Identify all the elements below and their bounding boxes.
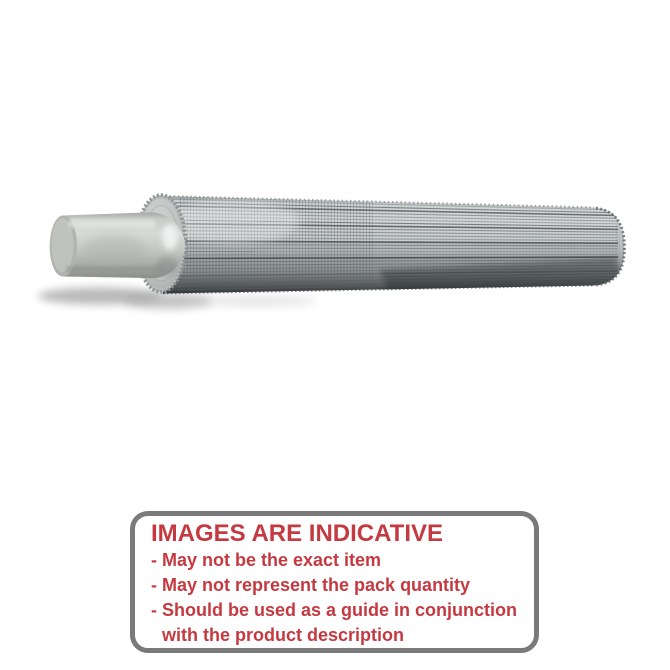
toothed-bar-body: [160, 190, 628, 300]
pilot-shaft: [49, 212, 185, 278]
disclaimer-box: [130, 511, 539, 653]
disclaimer-title: IMAGES ARE INDICATIVE: [151, 520, 444, 547]
disclaimer-line-4: with the product description: [162, 625, 404, 645]
disclaimer-line-2: - May not represent the pack quantity: [151, 575, 471, 595]
disclaimer-line-1: - May not be the exact item: [151, 550, 382, 570]
disclaimer-line-3: - Should be used as a guide in conjunction: [151, 600, 518, 620]
shaft-fillet-highlight: [163, 224, 178, 250]
